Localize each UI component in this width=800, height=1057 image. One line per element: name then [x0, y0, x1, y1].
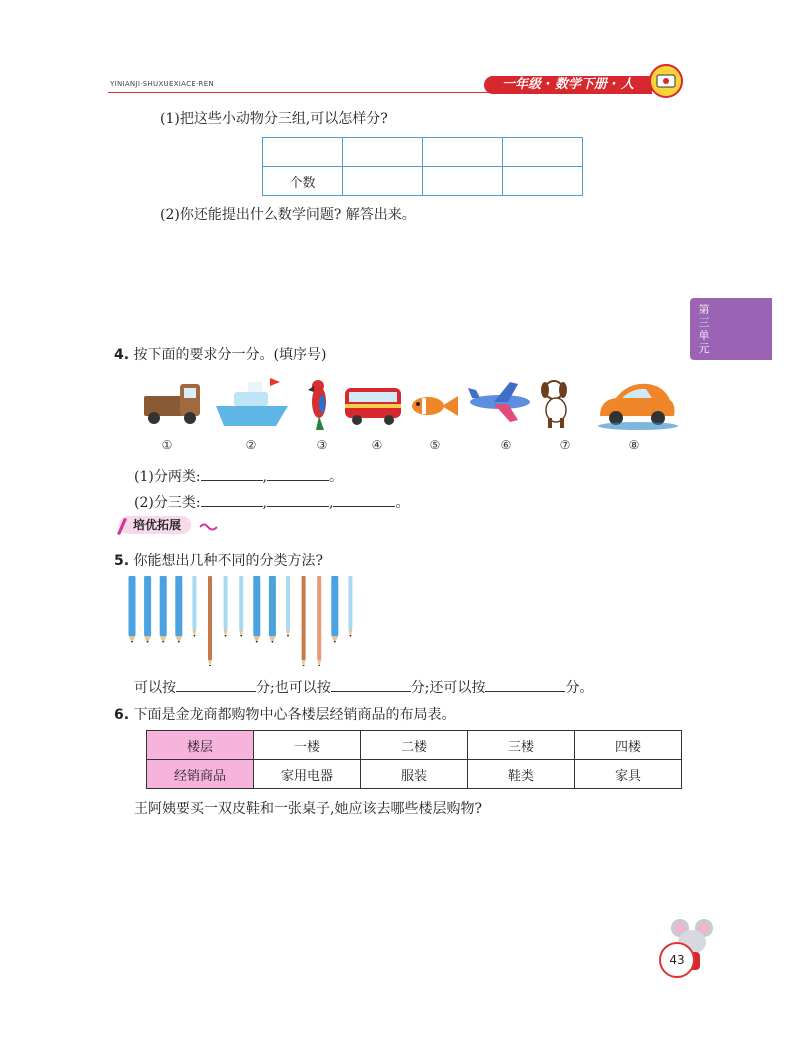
pencil — [144, 576, 151, 643]
blank-field[interactable] — [201, 506, 263, 507]
separator: , — [262, 469, 268, 485]
table-row — [147, 760, 682, 789]
q5-text-c: 分;还可以按 — [410, 680, 486, 696]
q4-answer-two-groups — [134, 466, 343, 486]
q3-cell[interactable] — [343, 138, 423, 167]
pencil — [302, 576, 306, 666]
q5-number: 5. — [114, 553, 130, 569]
blank-field[interactable] — [267, 506, 329, 507]
dog-icon — [541, 381, 567, 428]
unit-side-tab — [690, 298, 772, 360]
pencil — [348, 576, 352, 637]
pencil — [317, 576, 321, 666]
pencil — [208, 576, 212, 666]
q4-heading — [114, 344, 326, 364]
item-label-2: ② — [245, 438, 257, 452]
pencils-figure — [126, 574, 376, 666]
pencil — [253, 576, 260, 643]
pencil-tag-icon — [114, 516, 128, 536]
table-cell: 鞋类 — [468, 760, 575, 789]
pencil — [129, 576, 136, 643]
item-label-8: ⑧ — [628, 438, 640, 452]
item-label-3: ③ — [316, 438, 328, 452]
q3-cell[interactable] — [423, 167, 503, 196]
q3-row-label: 个数 — [263, 167, 343, 196]
item-label-4: ④ — [371, 438, 383, 452]
q3-grouping-table — [262, 137, 583, 196]
blank-field[interactable] — [485, 691, 565, 692]
pencil — [239, 576, 243, 637]
blank-field[interactable] — [267, 480, 329, 481]
q5-heading — [114, 550, 323, 570]
q5-text-b: 分;也可以按 — [256, 680, 331, 696]
separator: , — [329, 495, 334, 511]
blank-field[interactable] — [331, 691, 411, 692]
q5-answer-line — [134, 677, 593, 697]
table-header-cell: 楼层 — [147, 731, 254, 760]
item-label-7: ⑦ — [559, 438, 571, 452]
item-label-5: ⑤ — [429, 438, 441, 452]
end-mark: 。 — [395, 495, 410, 511]
blank-field[interactable] — [176, 691, 256, 692]
section-tag-advanced — [119, 516, 191, 534]
truck-icon — [144, 384, 200, 424]
pencil — [192, 576, 196, 637]
mascot-badge-icon — [645, 63, 687, 99]
q3-part1: (1)把这些小动物分三组,可以怎样分? — [160, 111, 388, 127]
q4-part1-label: (1)分两类: — [134, 469, 201, 485]
q3-cell[interactable] — [263, 138, 343, 167]
q6-heading — [114, 704, 456, 724]
pencil — [224, 576, 228, 637]
q6-number: 6. — [114, 707, 130, 723]
table-cell: 四楼 — [575, 731, 682, 760]
parrot-icon — [308, 380, 326, 430]
q3-cell[interactable] — [503, 167, 583, 196]
boat-icon — [216, 378, 288, 426]
separator: , — [262, 495, 268, 511]
header-book-title: 一年级 · 数学下册 · 人 — [484, 76, 652, 94]
table-cell: 二楼 — [361, 731, 468, 760]
blank-field[interactable] — [333, 506, 395, 507]
car-icon — [598, 384, 678, 430]
q6-prompt: 下面是金龙商都购物中心各楼层经销商品的布局表。 — [133, 707, 456, 723]
section-tag-label: 培优拓展 — [133, 518, 182, 532]
pencil — [331, 576, 338, 643]
wave-decoration-icon — [199, 522, 219, 532]
q5-prompt: 你能想出几种不同的分类方法? — [133, 553, 324, 569]
table-header-cell: 经销商品 — [147, 760, 254, 789]
airplane-icon — [468, 382, 530, 422]
q4-number: 4. — [114, 347, 130, 363]
q3-cell[interactable] — [343, 167, 423, 196]
q4-answer-three-groups — [134, 492, 409, 512]
q4-items-strip — [138, 376, 678, 432]
header-series: YINIANJI·SHUXUEXIACE·REN — [110, 80, 214, 88]
end-mark: 。 — [329, 469, 344, 485]
pencil — [175, 576, 182, 643]
q5-text-a: 可以按 — [134, 680, 176, 696]
pencil — [269, 576, 276, 643]
bus-icon — [345, 388, 401, 425]
side-tab-label: 第三单元 — [698, 303, 710, 355]
page-number: 43 — [659, 942, 695, 978]
q6-floor-table — [146, 730, 682, 789]
q4-prompt: 按下面的要求分一分。(填序号) — [133, 347, 327, 363]
table-cell: 一楼 — [254, 731, 361, 760]
q3-cell[interactable] — [503, 138, 583, 167]
fish-icon — [412, 396, 458, 416]
q4-part2-label: (2)分三类: — [134, 495, 201, 511]
table-cell: 家用电器 — [254, 760, 361, 789]
item-label-1: ① — [161, 438, 173, 452]
q3-part2: (2)你还能提出什么数学问题? 解答出来。 — [160, 207, 416, 223]
q3-cell[interactable] — [423, 138, 503, 167]
item-label-6: ⑥ — [500, 438, 512, 452]
pencil — [160, 576, 167, 643]
blank-field[interactable] — [201, 480, 263, 481]
table-cell: 服装 — [361, 760, 468, 789]
q5-text-d: 分。 — [565, 680, 594, 696]
pencil — [286, 576, 290, 637]
table-cell: 家具 — [575, 760, 682, 789]
q6-question: 王阿姨要买一双皮鞋和一张桌子,她应该去哪些楼层购物? — [134, 801, 482, 817]
table-cell: 三楼 — [468, 731, 575, 760]
table-row — [147, 731, 682, 760]
